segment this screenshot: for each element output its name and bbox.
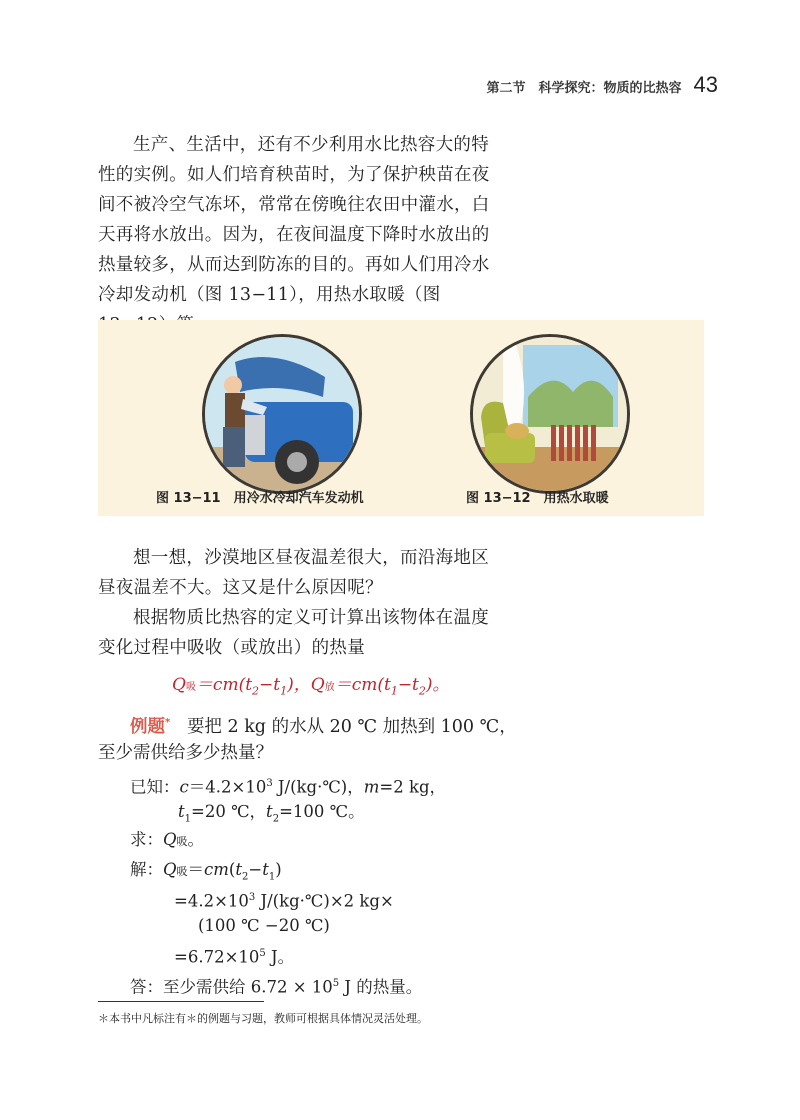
page-number: 43 [693,72,718,97]
paragraph-water-uses [98,130,506,340]
figure-caption-13-12: 图 13−12 用热水取暖 [466,491,609,506]
figure-radiator-heating-illustration [470,334,630,494]
example-label: 例题* [130,716,171,737]
release-subscript: 放 [324,682,335,693]
heat-formula: Q吸$=cm(t_2-t_1)$，Q放$=cm(t_1-t_2)$。 [172,675,450,698]
find-label: 求： [130,830,163,849]
known-line-2: $t_1=20$ ℃，$t_2=100$ ℃。 [178,802,365,825]
absorb-subscript: 吸 [185,682,196,693]
solve-line-3: (100 ℃ −20 ℃) [198,916,330,935]
radiator-heating-svg [473,337,627,491]
find-line: 求：Q吸。 [130,830,205,849]
example-star: * [165,717,171,728]
running-header [0,72,718,102]
footnote: ＊本书中凡标注有＊的例题与习题，教师可根据具体情况灵活处理。 [98,1012,428,1025]
section-title: 第二节 科学探究：物质的比热容 [486,81,682,96]
answer-text: 至少需供给 6.72 × 10 [163,977,333,997]
figure-panel [98,320,704,516]
answer-tail: J 的热量。 [339,977,423,997]
figure-engine-cooling-illustration [202,334,362,494]
answer-label: 答： [130,977,163,997]
solve-line-1: 解：Q吸$=cm(t_2-t_1)$ [130,860,282,883]
footnote-divider [98,1001,264,1002]
engine-cooling-svg [205,337,359,491]
example-text-line1: 要把 2 kg 的水从 20 ℃ 加热到 100 ℃， [186,716,517,737]
solve-line-2: $=4.2\times 10^3$ J/(kg·℃)×2 kg× [174,891,394,911]
known-label: 已知： [130,777,180,797]
solve-line-4: $=6.72\times 10^5$ J。 [174,947,295,967]
paragraph-text: 生产、生活中，还有不少利用水比热容大的特性的实例。如人们培育秧苗时，为了保护秧苗在夜间不被冷空气冻坏，常常在傍晚往农田中灌水，白天再将水放出。因为，在夜间温度下降时水放出的热量较多，从而达到防冻的目的。再如人们用冷水冷却发动机（图 13−11），用热水取暖（图 [98,135,490,305]
solve-label: 解： [130,860,163,879]
paragraph-definition-text: 根据物质比热容的定义可计算出该物体在温度变化过程中吸收（或放出）的热量 [98,608,489,658]
example-problem [130,708,530,742]
paragraph-think-text: 想一想，沙漠地区昼夜温差很大，而沿海地区昼夜温差不大。这又是什么原因呢？ [98,548,489,598]
answer-line: 答：至少需供给 $6.72 \times 10^5$ J 的热量。 [130,977,423,997]
known-line-1: 已知：$c=4.2\times 10^3$ J/(kg·℃)，m=2 kg， [130,777,447,797]
paragraph-think [98,543,506,663]
example-text-line2: 至少需供给多少热量？ [98,743,273,763]
figure-caption-13-11: 图 13−11 用冷水冷却汽车发动机 [156,491,364,506]
